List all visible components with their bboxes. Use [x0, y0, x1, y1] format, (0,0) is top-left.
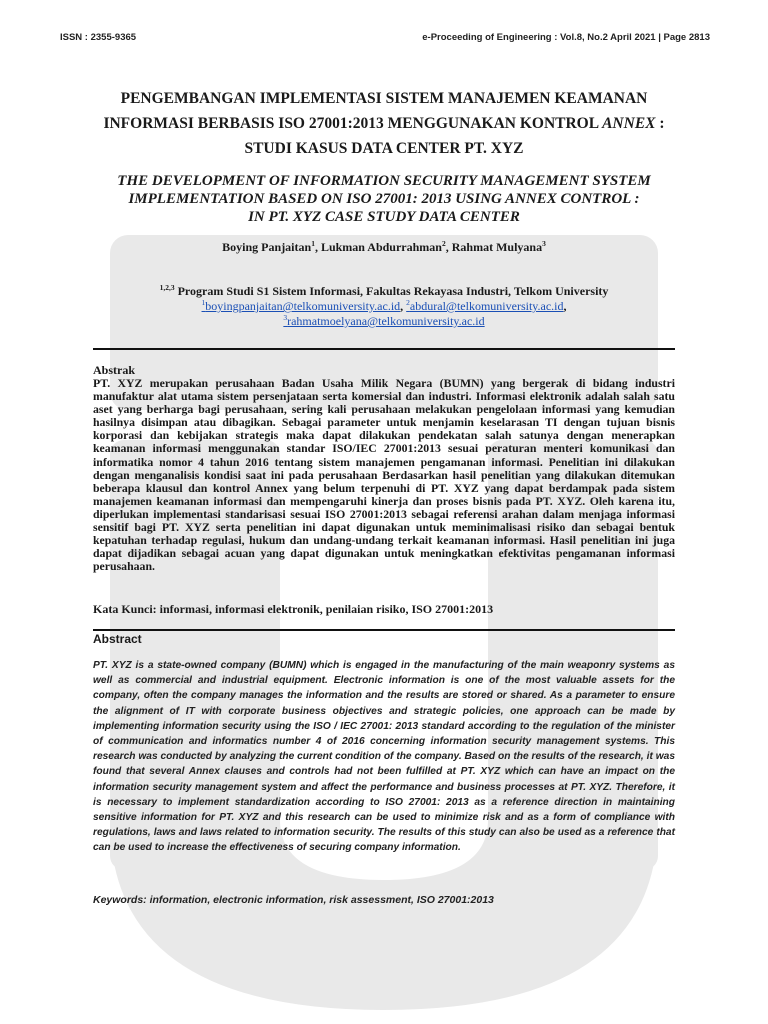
title-id-colon: :	[655, 115, 665, 132]
journal-header: e-Proceeding of Engineering : Vol.8, No.2 April 2021 | Page 2813	[422, 32, 710, 43]
keywords: Keywords: information, electronic information, risk assessment, ISO 27001:2013	[93, 894, 494, 906]
email-link-3[interactable]: $^3$rahmatmoelyana@telkomuniversity.ac.id	[283, 313, 485, 328]
email-line-2	[60, 314, 708, 329]
title-id-line2	[60, 111, 708, 136]
abstrak-heading: Abstrak	[93, 363, 136, 377]
author-list	[60, 240, 708, 255]
issn-label: ISSN : 2355-9365	[60, 32, 137, 43]
author: Rahmat Mulyana$^3$	[451, 239, 546, 254]
divider-abstract	[93, 629, 675, 631]
affiliation	[60, 284, 708, 329]
abstract-heading: Abstract	[93, 632, 142, 646]
kata-kunci: Kata Kunci: informasi, informasi elektronik, penilaian risiko, ISO 27001:2013	[93, 602, 494, 616]
title-en-line2: IMPLEMENTATION BASED ON ISO 27001: 2013 USING ANNEX CONTROL :	[128, 191, 640, 207]
abstrak-body: PT. XYZ merupakan perusahaan Badan Usaha Milik Negara (BUMN) yang bergerak di bidang industri manufaktur alat utama sistem persenjataan serta komersial dan industri. Informasi elektronik adalah salah satu aset yang berharga bagi perusahaan, sering kali perusahaan melakukan pengelolaan informasi yang kemudian hasilnya disimpan atau dibagikan. Sebagai parameter untuk menjamin keselarasan TI dengan tujuan bisnis korporasi dan kebijakan strategis maka dapat dilakukan pendekatan salah satunya dengan menerapkan keamanan informasi menggunakan standar ISO/IEC 27001:2013 sesuai peraturan menteri komunikasi dan informatika nomor 4 tahun 2016 tentang sistem manajemen pengamanan informasi. Penelitian ini dilakukan dengan menganalisis kondisi saat ini pada perusahaan Berdasarkan hasil penelitian yang dilakukan ditemukan beberapa klausul dan kontrol Annex yang belum terpenuhi di PT. XYZ yang dapat berdampak pada sistem manajemen keamanan informasi dan mempengaruhi kinerja dan proses bisnis pada PT. XYZ. Oleh karena itu, diperlukan implementasi standarisasi sesuai ISO 27001:2013 sebagai referensi arahan dalam menjaga informasi sensitif bagi PT. XYZ serta penelitian ini dapat digunakan untuk meminimalisasi risiko dan sebagai bentuk kepatuhan terhadap regulasi, hukum dan undang-undang terkait keamanan informasi. Hasil penelitian ini juga dapat dijadikan sebagai acuan yang dapat digunakan untuk meningkatkan efektivitas pengamanan informasi perusahaan.	[93, 376, 675, 574]
email-link-1[interactable]: $^1$boyingpanjaitan@telkomuniversity.ac.id	[201, 298, 401, 313]
title-en-line3: IN PT. XYZ CASE STUDY DATA CENTER	[248, 209, 520, 225]
abstract-body: PT. XYZ is a state-owned company (BUMN) which is engaged in the manufacturing of the main weaponry systems as well as commercial and industrial equipment. Electronic information is one of the most valuable assets for the company, often the company manages the information and the results are stored or shared. As a parameter to ensure the alignment of IT with corporate business objectives and strategic policies, one approach can be made by implementing information security using the ISO / IEC 27001: 2013 standard according to the regulation of the minister of communication and informatics number 4 of 2016 concerning information security management systems. This research was conducted by analyzing the current condition of the company. Based on the results of the research, it was found that several Annex clauses and controls had not been fulfilled at PT. XYZ which can have an impact on the information security management system and affect the performance and business processes at PT. XYZ. Therefore, it is necessary to implement standardization according to ISO 27001: 2013 as a reference direction in maintaining sensitive information for PT. XYZ and this research can be used to minimize risk and as a form of compliance with regulations, laws and laws related to information security. The results of this study can also be used as a reference that can be used to increase the effectiveness of securing company information.	[93, 660, 675, 854]
title-en-line1: THE DEVELOPMENT OF INFORMATION SECURITY MANAGEMENT SYSTEM	[117, 173, 651, 189]
title-id-line2-text: INFORMASI BERBASIS ISO 27001:2013 MENGGUNAKAN KONTROL	[103, 115, 603, 132]
title-id-annex: ANNEX	[602, 115, 656, 132]
email-link-2[interactable]: $^2$abdural@telkomuniversity.ac.id	[406, 298, 564, 313]
email-line-1: $^1$boyingpanjaitan@telkomuniversity.ac.id, $^2$abdural@telkomuniversity.ac.id,	[201, 298, 567, 313]
affiliation-text: $^{1,2,3}$ Program Studi S1 Sistem Informasi, Fakultas Rekayasa Industri, Telkom University	[159, 283, 609, 298]
divider-top	[93, 348, 675, 350]
title-id-line3: STUDI KASUS DATA CENTER PT. XYZ	[244, 140, 524, 157]
title-indonesian	[60, 86, 708, 161]
title-id-line1: PENGEMBANGAN IMPLEMENTASI SISTEM MANAJEMEN KEAMANAN	[120, 90, 648, 107]
author: Boying Panjaitan$^1$,	[222, 239, 321, 254]
author: Lukman Abdurrahman$^2$,	[320, 239, 452, 254]
title-english	[60, 172, 708, 226]
